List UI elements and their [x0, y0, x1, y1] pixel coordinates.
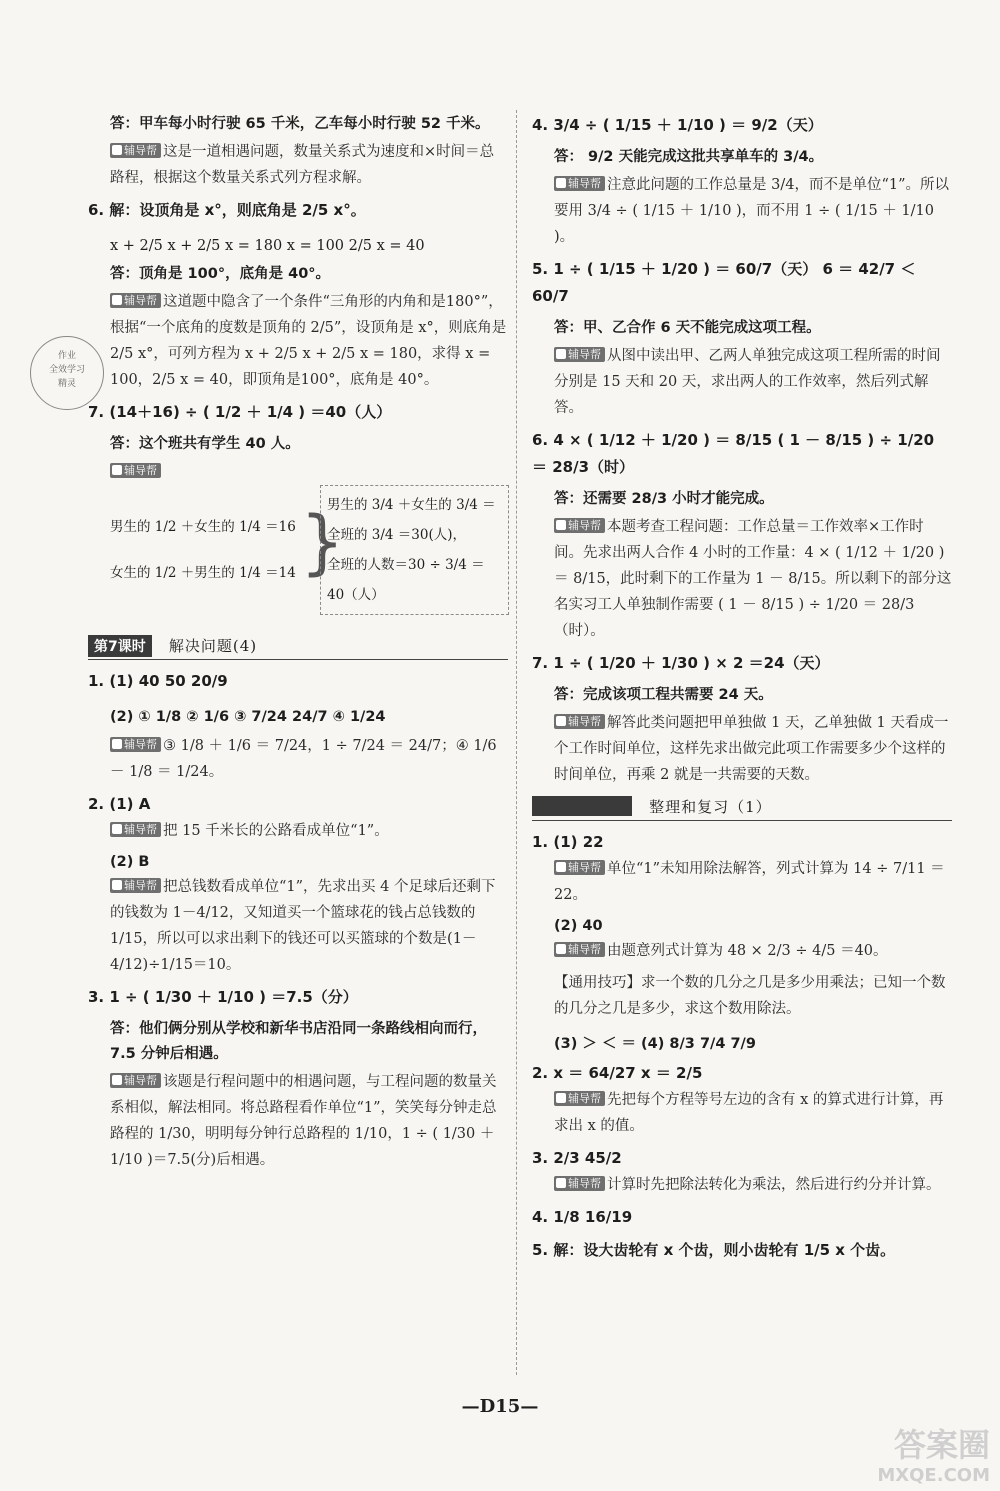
- r-q5-answer: 答：甲、乙合作 6 天不能完成这项工程。: [554, 320, 821, 336]
- book-icon: [112, 739, 122, 749]
- q6-equation: x + 2/5 x + 2/5 x = 180 x = 100 2/5 x = 40: [110, 238, 425, 254]
- s2-part1-explanation: 辅导帮 把 15 千米长的公路看成单位“1”。: [88, 818, 508, 844]
- book-icon: [556, 520, 566, 530]
- s1-part1: 1. (1) 40 50 20/9: [88, 672, 228, 690]
- review-4: 4. 1/8 16/19: [532, 1208, 633, 1226]
- review-tag-block: [532, 796, 632, 816]
- helper-badge: 辅导帮: [110, 878, 161, 893]
- r-q6-explanation: 辅导帮 本题考查工程问题：工作总量＝工作效率×工作时间。先求出两人合作 4 小时的工作量：4 × ( 1/12 ＋ 1/20 )＝ 8/15，此时剩下的工作量为 1 － 8/15。所以剩下的部分这名实习工人单独制作需要 ( 1 － 8/15 ) ÷ 1/20 ＝ 28/3（时）。: [554, 519, 952, 639]
- review-1-3: (3) ＞ ＜ ＝ (4) 8/3 7/4 7/9: [554, 1036, 756, 1052]
- book-icon: [556, 862, 566, 872]
- helper-badge: 辅导帮: [554, 1091, 605, 1106]
- section-header-review: [532, 796, 952, 821]
- r-q6-answer: 答：还需要 28/3 小时才能完成。: [554, 491, 774, 507]
- helper-badge: 辅导帮: [110, 737, 161, 752]
- helper-badge: 辅导帮: [554, 176, 605, 191]
- q7-solution: 7. (14＋16) ÷ ( 1/2 ＋ 1/4 ) ＝40（人）: [88, 403, 392, 421]
- q6-explanation: 辅导帮 这道题中隐含了一个条件“三角形的内角和是180°”，根据“一个底角的度数是顶角的 2/5”，设顶角是 x°，则底角是 2/5 x°，可列方程为 x + 2/5 x + 2/5 x = 180，求得 x = 100，2/5 x = 40，即顶角是100°，底角是 40°。: [110, 294, 507, 388]
- book-icon: [112, 880, 122, 890]
- helper-badge: 辅导帮: [554, 518, 605, 533]
- book-icon: [112, 295, 122, 305]
- helper-badge: 辅导帮: [554, 1176, 605, 1191]
- review-1-2: (2) 40: [554, 918, 603, 934]
- book-icon: [556, 178, 566, 188]
- book-icon: [112, 145, 122, 155]
- left-column: [88, 112, 508, 1179]
- r-q4-explanation: 辅导帮 注意此问题的工作总量是 3/4，而不是单位“1”。所以要用 3/4 ÷ ( 1/15 ＋ 1/10 )，而不用 1 ÷ ( 1/15 ＋ 1/10 )。: [554, 177, 949, 245]
- helper-badge: 辅导帮: [110, 293, 161, 308]
- s1-explanation: 辅导帮 ③ 1/8 ＋ 1/6 ＝ 7/24，1 ÷ 7/24 ＝ 24/7；④ 1/6 － 1/8 ＝ 1/24。: [110, 738, 497, 780]
- s3-explanation: 辅导帮 该题是行程问题中的相遇问题，与工程问题的数量关系相似，解法相同。将总路程看作单位“1”，笑笑每分钟走总路程的 1/30，明明每分钟行总路程的 1/10，1 ÷ ( 1/30 ＋ 1/10 )＝7.5(分)后相遇。: [110, 1074, 497, 1168]
- s2-part2-explanation: 辅导帮 把总钱数看成单位“1”，先求出买 4 个足球后还剩下的钱数为 1－4/12，又知道买一个篮球花的钱占总钱数的 1/15，所以可以求出剩下的钱还可以买篮球的个数是(1－4/12)÷1/15＝10。: [110, 879, 496, 973]
- helper-badge: 辅导帮: [110, 143, 161, 158]
- q7-eq-girls: 女生的 1/2 ＋男生的 1/4 ＝14: [110, 565, 296, 581]
- brace-icon: }: [300, 501, 345, 583]
- review-1-1: 1. (1) 22: [532, 833, 604, 851]
- q7-reasoning-box: 男生的 3/4 ＋女生的 3/4 ＝ 全班的 3/4 ＝30(人)， 全班的人数＝30 ÷ 3/4 ＝ 40（人）: [320, 485, 509, 615]
- review-2: 2. x ＝ 64/27 x ＝ 2/5: [532, 1064, 703, 1082]
- q5-answer: 答：甲车每小时行驶 65 千米，乙车每小时行驶 52 千米。: [110, 116, 490, 132]
- r-q7-explanation: 辅导帮 解答此类问题把甲单独做 1 天，乙单独做 1 天看成一个工作时间单位，这样先求出做完此项工作需要多少个这样的时间单位，再乘 2 就是一共需要的天数。: [554, 715, 949, 783]
- stamp-seal: 作业 全效学习 精灵: [30, 336, 104, 410]
- page-number: —D15—: [461, 1396, 539, 1417]
- q7-eq-boys: 男生的 1/2 ＋女生的 1/4 ＝16: [110, 519, 296, 535]
- review-2-explanation: 辅导帮 先把每个方程等号左边的含有 x 的算式进行计算，再求出 x 的值。: [554, 1092, 944, 1134]
- book-icon: [556, 716, 566, 726]
- lesson-tag: 第7课时: [88, 635, 152, 657]
- right-column: [532, 112, 952, 1270]
- column-divider: [516, 110, 517, 1375]
- r-q4-solution: 4. 3/4 ÷ ( 1/15 ＋ 1/10 ) ＝ 9/2（天）: [532, 116, 823, 134]
- q7-explanation: [88, 459, 508, 485]
- s1-part2: (2) ① 1/8 ② 1/6 ③ 7/24 24/7 ④ 1/24: [110, 709, 386, 725]
- section-header-lesson7: [88, 635, 508, 660]
- r-q5-solution: 5. 1 ÷ ( 1/15 ＋ 1/20 ) ＝ 60/7（天） 6 ＝ 42/7 ＜ 60/7: [532, 260, 916, 305]
- review-3-explanation: 辅导帮 计算时先把除法转化为乘法，然后进行约分并计算。: [532, 1172, 952, 1198]
- r-q4-answer: 答： 9/2 天能完成这批共享单车的 3/4。: [554, 149, 824, 165]
- helper-badge: 辅导帮: [554, 860, 605, 875]
- q6-solution: 6. 解：设顶角是 x°，则底角是 2/5 x°。: [88, 201, 366, 219]
- book-icon: [556, 1178, 566, 1188]
- review-5: 5. 解：设大齿轮有 x 个齿，则小齿轮有 1/5 x 个齿。: [532, 1241, 896, 1259]
- q5-explanation: 辅导帮 这是一道相遇问题，数量关系式为速度和×时间＝总路程，根据这个数量关系式列方程求解。: [110, 144, 495, 186]
- s2-part2: (2) B: [110, 854, 150, 870]
- book-icon: [112, 465, 122, 475]
- q7-answer: 答：这个班共有学生 40 人。: [110, 436, 300, 452]
- r-q7-answer: 答：完成该项工程共需要 24 天。: [554, 687, 773, 703]
- review-1-2-explanation: 辅导帮 由题意列式计算为 48 × 2/3 ÷ 4/5 ＝40。: [532, 938, 952, 964]
- review-title: 整理和复习（1）: [649, 798, 772, 816]
- r-q7-solution: 7. 1 ÷ ( 1/20 ＋ 1/30 ) × 2 ＝24（天）: [532, 654, 830, 672]
- helper-badge: 辅导帮: [110, 463, 161, 478]
- r-q6-solution: 6. 4 × ( 1/12 ＋ 1/20 ) ＝ 8/15 ( 1 － 8/15 ) ÷ 1/20 ＝ 28/3（时）: [532, 431, 935, 476]
- s2-part1: 2. (1) A: [88, 795, 151, 813]
- book-icon: [112, 824, 122, 834]
- s3-answer: 答：他们俩分别从学校和新华书店沿同一条路线相向而行，7.5 分钟后相遇。: [110, 1021, 487, 1062]
- watermark-logo: 答案圈 MXQE.COM: [877, 1426, 990, 1486]
- q6-answer: 答：顶角是 100°，底角是 40°。: [110, 266, 331, 282]
- book-icon: [112, 1075, 122, 1085]
- helper-badge: 辅导帮: [554, 942, 605, 957]
- book-icon: [556, 944, 566, 954]
- helper-badge: 辅导帮: [554, 714, 605, 729]
- s3-solution: 3. 1 ÷ ( 1/30 ＋ 1/10 ) ＝7.5（分）: [88, 988, 358, 1006]
- section-title: 解决问题(4): [168, 637, 258, 655]
- review-3: 3. 2/3 45/2: [532, 1149, 622, 1167]
- review-tip: 【通用技巧】求一个数的几分之几是多少用乘法；已知一个数的几分之几是多少，求这个数用除法。: [554, 975, 946, 1017]
- book-icon: [556, 1093, 566, 1103]
- q7-diagram: [88, 485, 508, 627]
- helper-badge: 辅导帮: [554, 347, 605, 362]
- helper-badge: 辅导帮: [110, 1073, 161, 1088]
- r-q5-explanation: 辅导帮 从图中读出甲、乙两人单独完成这项工程所需的时间分别是 15 天和 20 天，求出两人的工作效率，然后列式解答。: [554, 348, 941, 416]
- review-1-1-explanation: 辅导帮 单位“1”未知用除法解答，列式计算为 14 ÷ 7/11 ＝22。: [554, 861, 945, 903]
- helper-badge: 辅导帮: [110, 822, 161, 837]
- book-icon: [556, 349, 566, 359]
